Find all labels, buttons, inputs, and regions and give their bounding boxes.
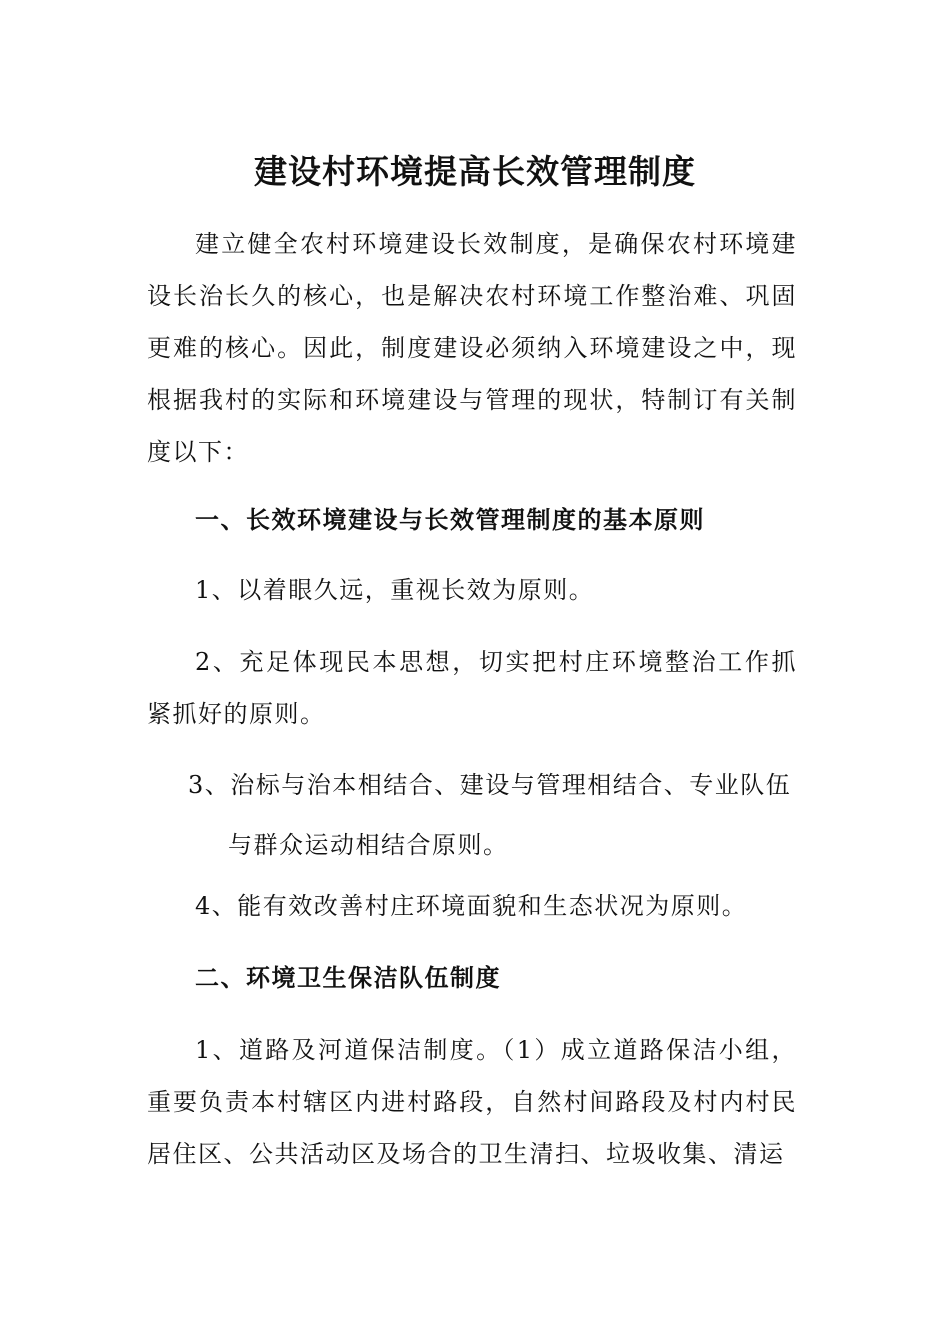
- section1-item-3-line1: 3、治标与治本相结合、建设与管理相结合、专业队伍: [188, 771, 792, 799]
- section1-item-3-line2: 与群众运动相结合原则。: [228, 831, 509, 859]
- intro-paragraph: 建立健全农村环境建设长效制度，是确保农村环境建设长治长久的核心，也是解决农村环境工作整治难、巩固更难的核心。因此，制度建设必须纳入环境建设之中，现根据我村的实际和环境建设与管理的现状，特制订有关制度以下：: [147, 230, 797, 466]
- section2-heading: 二、环境卫生保洁队伍制度: [195, 963, 501, 992]
- section1-item-1: 1、以着眼久远，重视长效为原则。: [195, 576, 595, 604]
- section2-item-1: 1、道路及河道保洁制度。（1）成立道路保洁小组，重要负责本村辖区内进村路段，自然村间路段及村内村民居住区、公共活动区及场合的卫生清扫、垃圾收集、清运: [147, 1036, 797, 1168]
- document-title: 建设村环境提高长效管理制度: [254, 152, 696, 192]
- section1-item-3: [188, 755, 798, 875]
- section1-item-2: 2、充足体现民本思想，切实把村庄环境整治工作抓紧抓好的原则。: [147, 648, 797, 728]
- section1-heading: 一、长效环境建设与长效管理制度的基本原则: [195, 505, 705, 534]
- section1-item-4: 4、能有效改善村庄环境面貌和生态状况为原则。: [195, 892, 748, 920]
